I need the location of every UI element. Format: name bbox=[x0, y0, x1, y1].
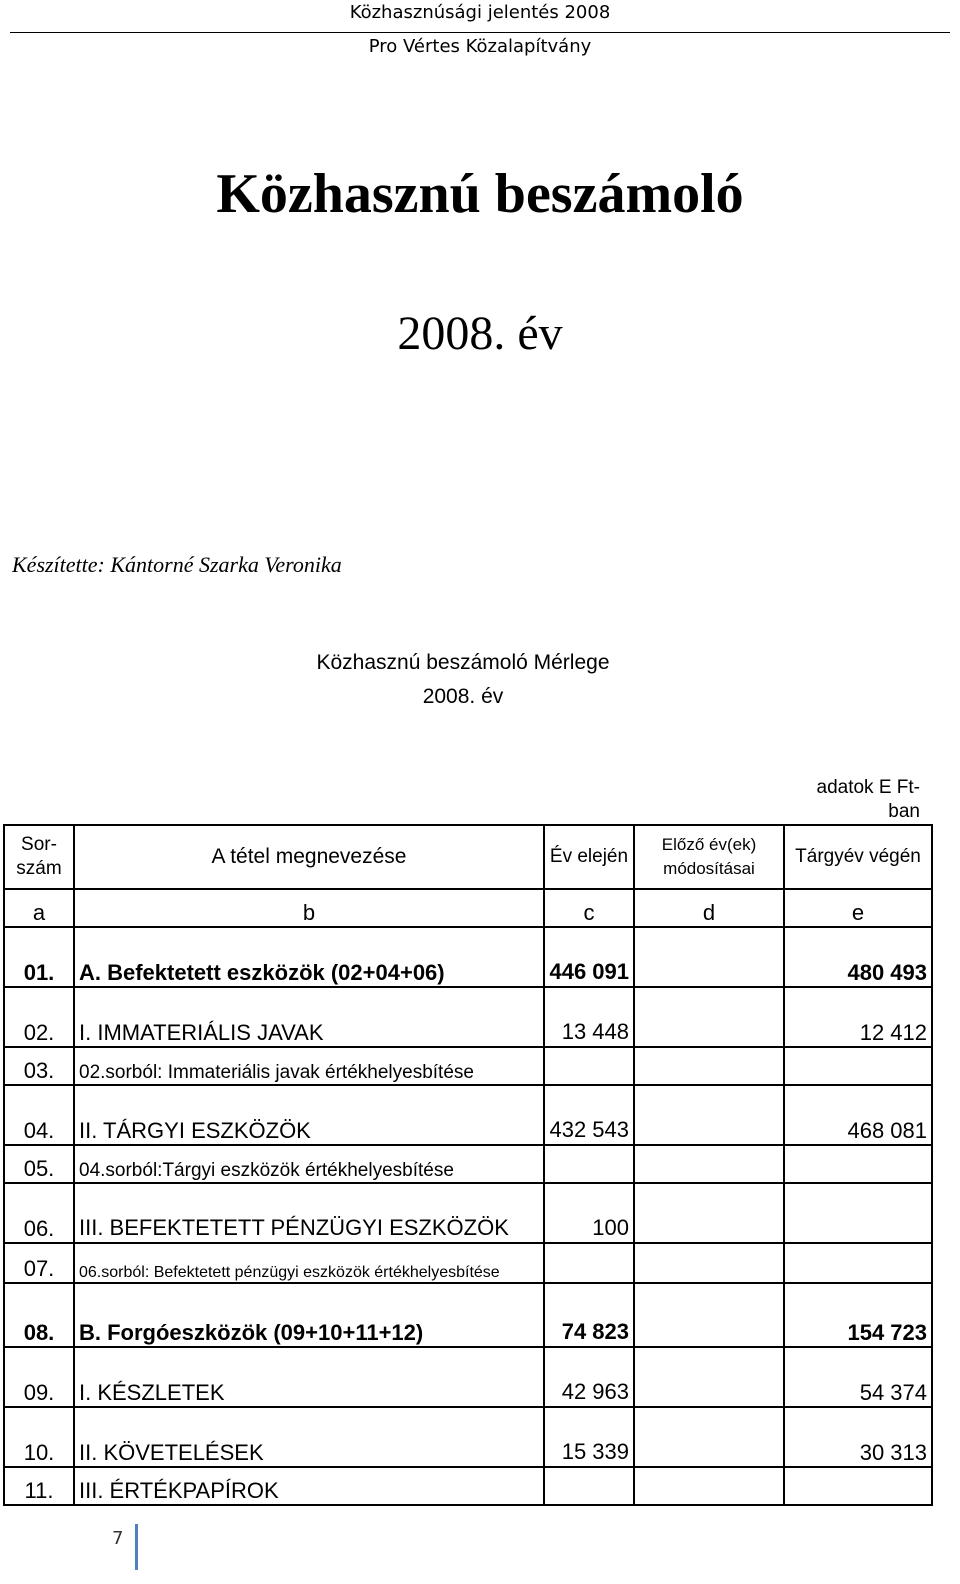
table-row bbox=[4, 1243, 932, 1283]
row-number: 11. bbox=[4, 1467, 74, 1505]
row-modif bbox=[634, 1183, 784, 1243]
letter-d: d bbox=[634, 889, 784, 927]
row-number: 07. bbox=[4, 1243, 74, 1283]
row-start: 432 543 bbox=[544, 1085, 634, 1145]
row-number: 06. bbox=[4, 1183, 74, 1243]
row-end bbox=[784, 1243, 932, 1283]
row-end bbox=[784, 1047, 932, 1085]
col-header-start: Év elején bbox=[544, 825, 634, 889]
page-year: 2008. év bbox=[397, 307, 563, 360]
table-row bbox=[4, 1283, 932, 1347]
balance-title: Közhasznú beszámoló Mérlege bbox=[316, 651, 610, 674]
table-row bbox=[4, 1085, 932, 1145]
row-start: 446 091 bbox=[544, 927, 634, 987]
letter-b: b bbox=[74, 889, 544, 927]
row-name: I. KÉSZLETEK bbox=[74, 1347, 544, 1407]
row-end: 468 081 bbox=[784, 1085, 932, 1145]
table-row bbox=[4, 1047, 932, 1085]
row-start: 13 448 bbox=[544, 987, 634, 1047]
row-end: 54 374 bbox=[784, 1347, 932, 1407]
header-rule bbox=[10, 32, 950, 33]
letter-e: e bbox=[784, 889, 932, 927]
row-modif bbox=[634, 1047, 784, 1085]
row-name: II. KÖVETELÉSEK bbox=[74, 1407, 544, 1467]
row-start bbox=[544, 1467, 634, 1505]
row-modif bbox=[634, 1145, 784, 1183]
author-line: Készítette: Kántorné Szarka Veronika bbox=[12, 552, 342, 577]
row-name: A. Befektetett eszközök (02+04+06) bbox=[74, 927, 544, 987]
row-modif bbox=[634, 1407, 784, 1467]
row-end: 30 313 bbox=[784, 1407, 932, 1467]
row-modif bbox=[634, 1347, 784, 1407]
row-modif bbox=[634, 1283, 784, 1347]
col-header-modif: Előző év(ek) módosításai bbox=[634, 825, 784, 889]
col-header-name: A tétel megnevezése bbox=[74, 825, 544, 889]
row-end bbox=[784, 1183, 932, 1243]
row-end: 154 723 bbox=[784, 1283, 932, 1347]
unit-label: adatok E Ft-ban bbox=[784, 766, 932, 825]
row-name: III. BEFEKTETETT PÉNZÜGYI ESZKÖZÖK bbox=[74, 1183, 544, 1243]
table-row bbox=[4, 1467, 932, 1505]
row-modif bbox=[634, 1243, 784, 1283]
header-document-title: Közhasznúsági jelentés 2008 bbox=[349, 2, 611, 23]
row-name: 02.sorból: Immateriális javak értékhelyesbítése bbox=[74, 1047, 544, 1085]
row-end bbox=[784, 1145, 932, 1183]
row-number: 01. bbox=[4, 927, 74, 987]
row-end bbox=[784, 1467, 932, 1505]
row-number: 03. bbox=[4, 1047, 74, 1085]
row-number: 04. bbox=[4, 1085, 74, 1145]
row-number: 02. bbox=[4, 987, 74, 1047]
row-start: 15 339 bbox=[544, 1407, 634, 1467]
row-name: 04.sorból:Tárgyi eszközök értékhelyesbítése bbox=[74, 1145, 544, 1183]
row-modif bbox=[634, 927, 784, 987]
row-end: 480 493 bbox=[784, 927, 932, 987]
row-name: II. TÁRGYI ESZKÖZÖK bbox=[74, 1085, 544, 1145]
page-number-bar bbox=[135, 1524, 138, 1570]
letter-row bbox=[4, 889, 932, 927]
row-number: 10. bbox=[4, 1407, 74, 1467]
table-row bbox=[4, 1347, 932, 1407]
letter-a: a bbox=[4, 889, 74, 927]
header-row bbox=[4, 825, 932, 889]
row-number: 05. bbox=[4, 1145, 74, 1183]
row-modif bbox=[634, 1085, 784, 1145]
row-end: 12 412 bbox=[784, 987, 932, 1047]
row-modif bbox=[634, 987, 784, 1047]
row-name: III. ÉRTÉKPAPÍROK bbox=[74, 1467, 544, 1505]
row-name: I. IMMATERIÁLIS JAVAK bbox=[74, 987, 544, 1047]
unit-row bbox=[4, 766, 932, 825]
row-name: 06.sorból: Befektetett pénzügyi eszközök értékhelyesbítése bbox=[74, 1243, 544, 1283]
row-number: 09. bbox=[4, 1347, 74, 1407]
row-start: 100 bbox=[544, 1183, 634, 1243]
page-number: 7 bbox=[112, 1528, 124, 1549]
table-row bbox=[4, 1183, 932, 1243]
header-organization: Pro Vértes Közalapítvány bbox=[368, 36, 592, 57]
table-row bbox=[4, 987, 932, 1047]
row-start bbox=[544, 1145, 634, 1183]
row-start bbox=[544, 1047, 634, 1085]
table-row bbox=[4, 1407, 932, 1467]
row-start bbox=[544, 1243, 634, 1283]
balance-table bbox=[3, 766, 933, 1506]
table-row bbox=[4, 1145, 932, 1183]
row-number: 08. bbox=[4, 1283, 74, 1347]
page-title: Közhasznú beszámoló bbox=[216, 163, 744, 225]
table-row bbox=[4, 927, 932, 987]
row-name: B. Forgóeszközök (09+10+11+12) bbox=[74, 1283, 544, 1347]
row-start: 42 963 bbox=[544, 1347, 634, 1407]
letter-c: c bbox=[544, 889, 634, 927]
row-start: 74 823 bbox=[544, 1283, 634, 1347]
col-header-end: Tárgyév végén bbox=[784, 825, 932, 889]
row-modif bbox=[634, 1467, 784, 1505]
col-header-sorszam: Sor-szám bbox=[4, 825, 74, 889]
balance-year: 2008. év bbox=[422, 685, 504, 708]
